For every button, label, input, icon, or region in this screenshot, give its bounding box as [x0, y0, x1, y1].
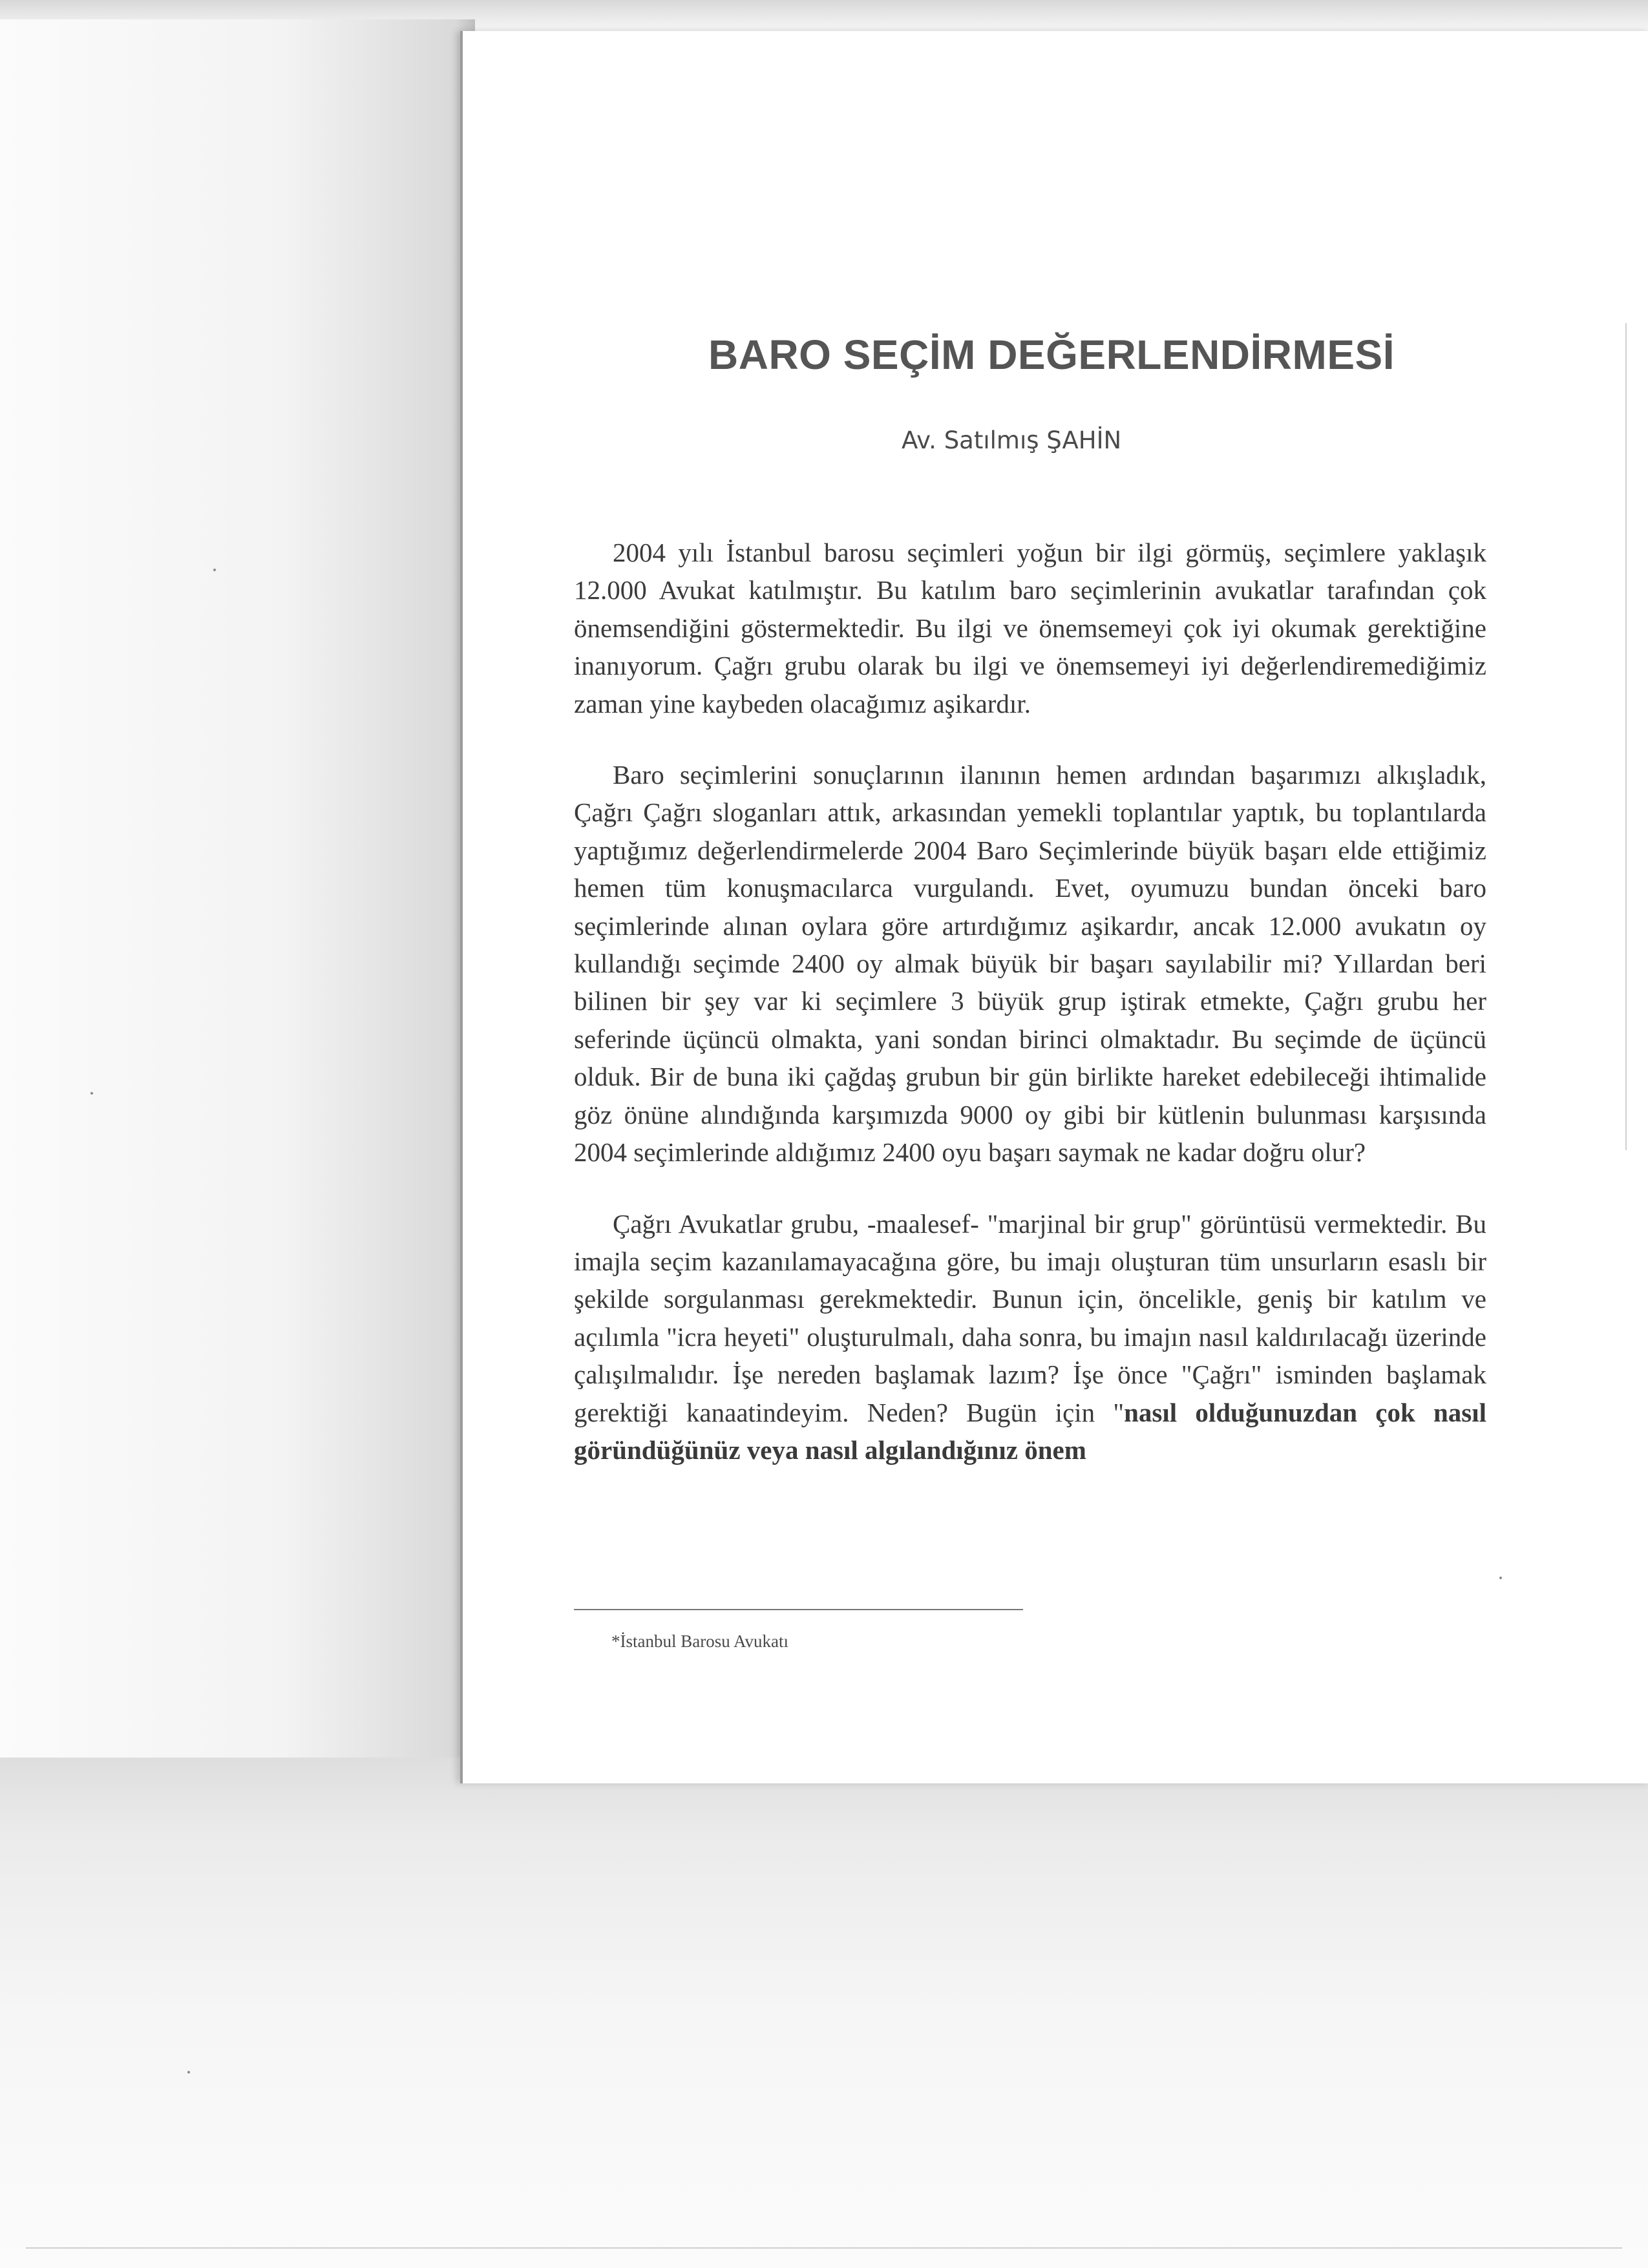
article-title: BARO SEÇİM DEĞERLENDİRMESİ	[708, 331, 1395, 378]
scan-edge-line	[26, 2247, 1622, 2249]
scan-speck	[213, 569, 216, 571]
scan-speck	[90, 1092, 93, 1095]
paragraph-2: Baro seçimlerini sonuçlarının ilanının hemen ardından başarımızı alkışladık, Çağrı Çağrı sloganları attık, arkasından yemekli toplantılar yaptık, bu toplantılarda yaptığımız değerlendirmelerde 2004 Baro Seçimlerinde büyük başarı elde ettiğimiz hemen tüm konuşmacılarca vurgulandı. Evet, oyumuzu bundan önceki baro seçimlerinde alınan oylara göre artırdığımız aşikardır, ancak 12.000 avukatın oy kullandığı seçimde 2400 oy almak büyük bir başarı sayılabilir mi? Yıllardan beri bilinen bir şey var ki seçimlere 3 büyük grup iştirak etmekte, Çağrı grubu her seferinde üçüncü olmakta, yani sondan birinci olmaktadır. Bu seçimde de üçüncü olduk. Bir de buna iki çağdaş grubun bir gün birlikte hareket edebileceği ihtimalide göz önüne alındığında karşımızda 9000 oy gibi bir kütlenin bulunması karşısında 2004 seçimlerinde aldığımız 2400 oyu başarı saymak ne kadar doğru olur?	[574, 760, 1486, 1168]
scan-speck	[1499, 1577, 1502, 1579]
paragraph-3-text: Çağrı Avukatlar grubu, -maalesef- "marjinal bir grup" görüntüsü vermektedir. Bu imajla seçim kazanılamayacağına göre, bu imajı oluşturan tüm unsurların esaslı bir şekilde sorgulanması gerekmektedir. Bunun için, öncelikle, geniş bir katılım ve açılımla "icra heyeti" oluşturulmalı, daha sonra, bu imajın nasıl kaldırılacağı üzerinde çalışılmalıdır. İşe nereden başlamak lazım? İşe önce "Çağrı" isminden başlamak gerektiği kanaatindeyim. Neden? Bugün için "	[574, 1208, 1486, 1427]
scan-background-bottom	[0, 1758, 1648, 2268]
paragraph-3	[574, 1205, 1486, 1469]
paragraph-3-emphasis: nasıl olduğunuzdan çok nasıl göründüğünüz veya nasıl algılandığınız önem	[574, 1397, 1486, 1465]
article-author: Av. Satılmış ŞAHİN	[902, 426, 1122, 454]
article-body	[574, 534, 1486, 1469]
footnote-separator	[574, 1609, 1023, 1610]
page-edge-line	[1625, 323, 1627, 1150]
facing-page-left	[0, 19, 475, 1770]
scan-speck	[187, 2071, 190, 2074]
footnote: *İstanbul Barosu Avukatı	[611, 1632, 788, 1651]
paragraph-1: 2004 yılı İstanbul barosu seçimleri yoğun bir ilgi görmüş, seçimlere yaklaşık 12.000 Avukat katılmıştır. Bu katılım baro seçimlerinin avukatlar tarafından çok önemsendiğini göstermektedir. Bu ilgi ve önemsemeyi çok iyi okumak gerektiğine inanıyorum. Çağrı grubu olarak bu ilgi ve önemsemeyi iyi değerlendiremediğimiz zaman yine kaybeden olacağımız aşikardır.	[574, 538, 1486, 719]
